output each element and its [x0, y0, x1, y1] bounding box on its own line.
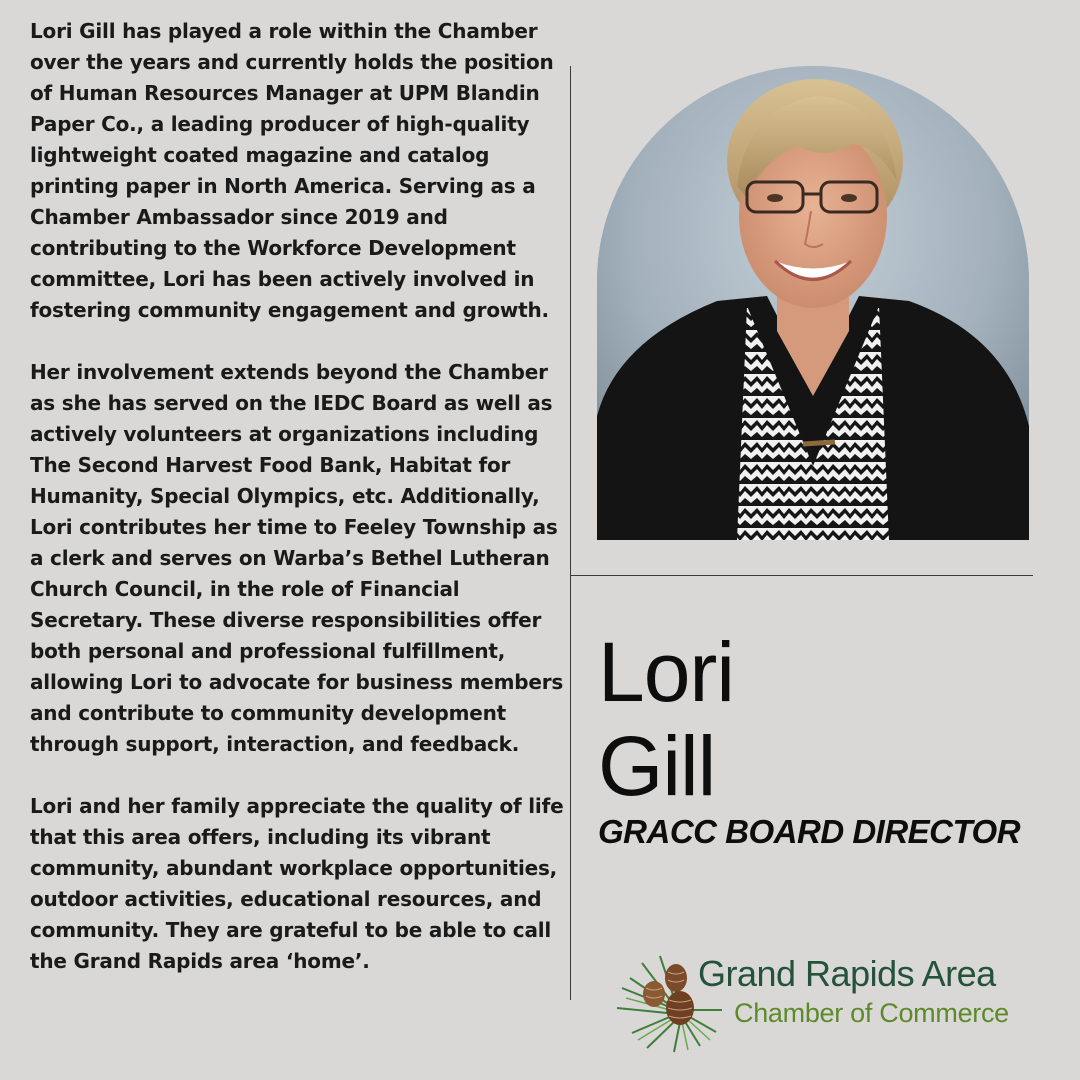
chamber-logo — [612, 948, 1022, 1058]
logo-title: Grand Rapids Area — [698, 953, 996, 994]
portrait-illustration — [597, 66, 1029, 540]
first-name: Lori — [598, 625, 735, 719]
logo-subtitle: Chamber of Commerce — [734, 998, 1009, 1028]
role-title: GRACC BOARD DIRECTOR — [598, 813, 1021, 850]
person-name — [598, 625, 734, 813]
horizontal-divider — [570, 575, 1033, 576]
bio-text — [30, 16, 570, 1008]
last-name: Gill — [598, 719, 716, 813]
vertical-divider — [570, 66, 571, 1000]
bio-paragraph-2: Her involvement extends beyond the Chamber as she has served on the IEDC Board as well as actively volunteers at organizations including The Second Harvest Food Bank, Habitat for Humanity, Special Olympics, etc. Additionally, Lori contributes her time to Feeley Township as a clerk and serves on Warba’s Bethel Lutheran Church Council, in the role of Financial Secretary. These diverse responsibilities offer both personal and professional fulfillment, allowing Lori to advocate for business members and contribute to community development through support, interaction, and feedback. — [30, 360, 564, 756]
portrait-photo — [597, 66, 1029, 540]
bio-paragraph-3: Lori and her family appreciate the quality of life that this area offers, including its vibrant community, abundant workplace opportunities, outdoor activities, educational resources, and community. They are grateful to be able to call the Grand Rapids area ‘home’. — [30, 794, 564, 973]
bio-paragraph-1: Lori Gill has played a role within the Chamber over the years and currently holds the position of Human Resources Manager at UPM Blandin Paper Co., a leading producer of high-quality lightweight coated magazine and catalog printing paper in North America. Serving as a Chamber Ambassador since 2019 and contributing to the Workforce Development committee, Lori has been actively involved in fostering community engagement and growth. — [30, 19, 554, 322]
